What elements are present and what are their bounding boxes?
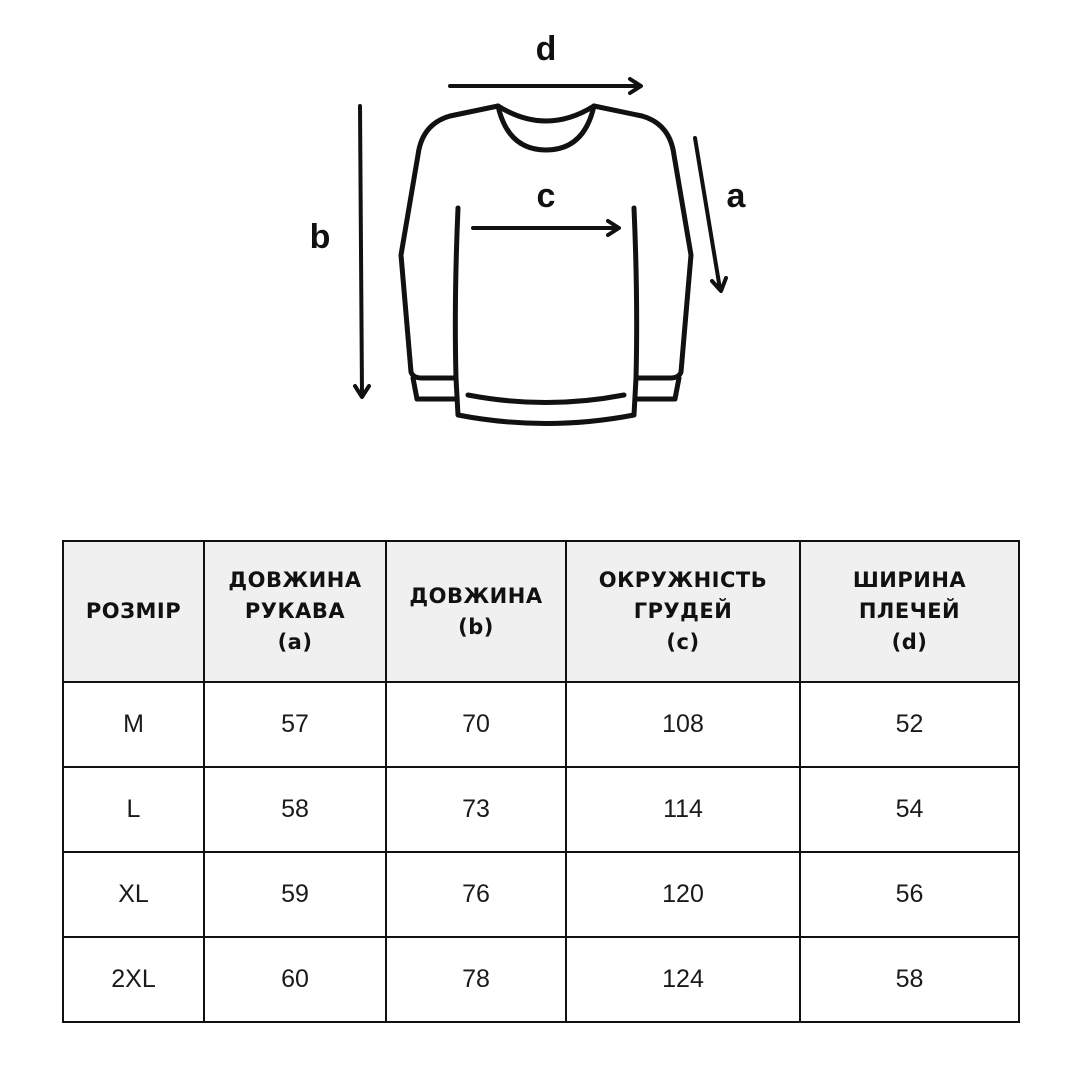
- cell-size: XL: [63, 852, 204, 937]
- cell-length: 76: [386, 852, 566, 937]
- cell-sleeve-length: 60: [204, 937, 386, 1022]
- length-arrow: [360, 106, 362, 396]
- label-d: d: [535, 30, 557, 68]
- sweatshirt-measurement-diagram: [0, 0, 1080, 460]
- sweatshirt-collar: [498, 106, 594, 121]
- sleeve-length-arrow: [695, 138, 720, 289]
- header-length: ДОВЖИНА (b): [386, 541, 566, 682]
- cell-size: L: [63, 767, 204, 852]
- table-header-row: [63, 541, 1019, 682]
- label-b: b: [309, 218, 331, 256]
- right-sleeve-seam: [634, 208, 637, 378]
- header-sleeve-length: ДОВЖИНА РУКАВА (a): [204, 541, 386, 682]
- hem-band-line: [468, 395, 624, 403]
- header-shoulder-width: ШИРИНА ПЛЕЧЕЙ (d): [800, 541, 1019, 682]
- cell-sleeve-length: 59: [204, 852, 386, 937]
- cell-shoulders: 52: [800, 682, 1019, 767]
- cell-chest: 108: [566, 682, 800, 767]
- cell-length: 70: [386, 682, 566, 767]
- cell-chest: 114: [566, 767, 800, 852]
- left-cuff: [413, 378, 456, 399]
- label-c: c: [536, 177, 556, 215]
- cell-length: 73: [386, 767, 566, 852]
- table-row: [63, 937, 1019, 1022]
- table-row: [63, 767, 1019, 852]
- cell-chest: 120: [566, 852, 800, 937]
- label-a: a: [726, 177, 746, 215]
- header-size: РОЗМІР: [63, 541, 204, 682]
- cell-length: 78: [386, 937, 566, 1022]
- table-row: [63, 852, 1019, 937]
- right-cuff: [636, 378, 679, 399]
- cell-size: M: [63, 682, 204, 767]
- cell-shoulders: 58: [800, 937, 1019, 1022]
- header-chest-circumference: ОКРУЖНІСТЬ ГРУДЕЙ (c): [566, 541, 800, 682]
- cell-sleeve-length: 57: [204, 682, 386, 767]
- cell-shoulders: 56: [800, 852, 1019, 937]
- cell-sleeve-length: 58: [204, 767, 386, 852]
- left-sleeve-seam: [455, 208, 458, 378]
- cell-size: 2XL: [63, 937, 204, 1022]
- table-row: [63, 682, 1019, 767]
- cell-shoulders: 54: [800, 767, 1019, 852]
- size-chart-table: [62, 540, 1020, 1023]
- sweatshirt-outline: [401, 106, 691, 424]
- cell-chest: 124: [566, 937, 800, 1022]
